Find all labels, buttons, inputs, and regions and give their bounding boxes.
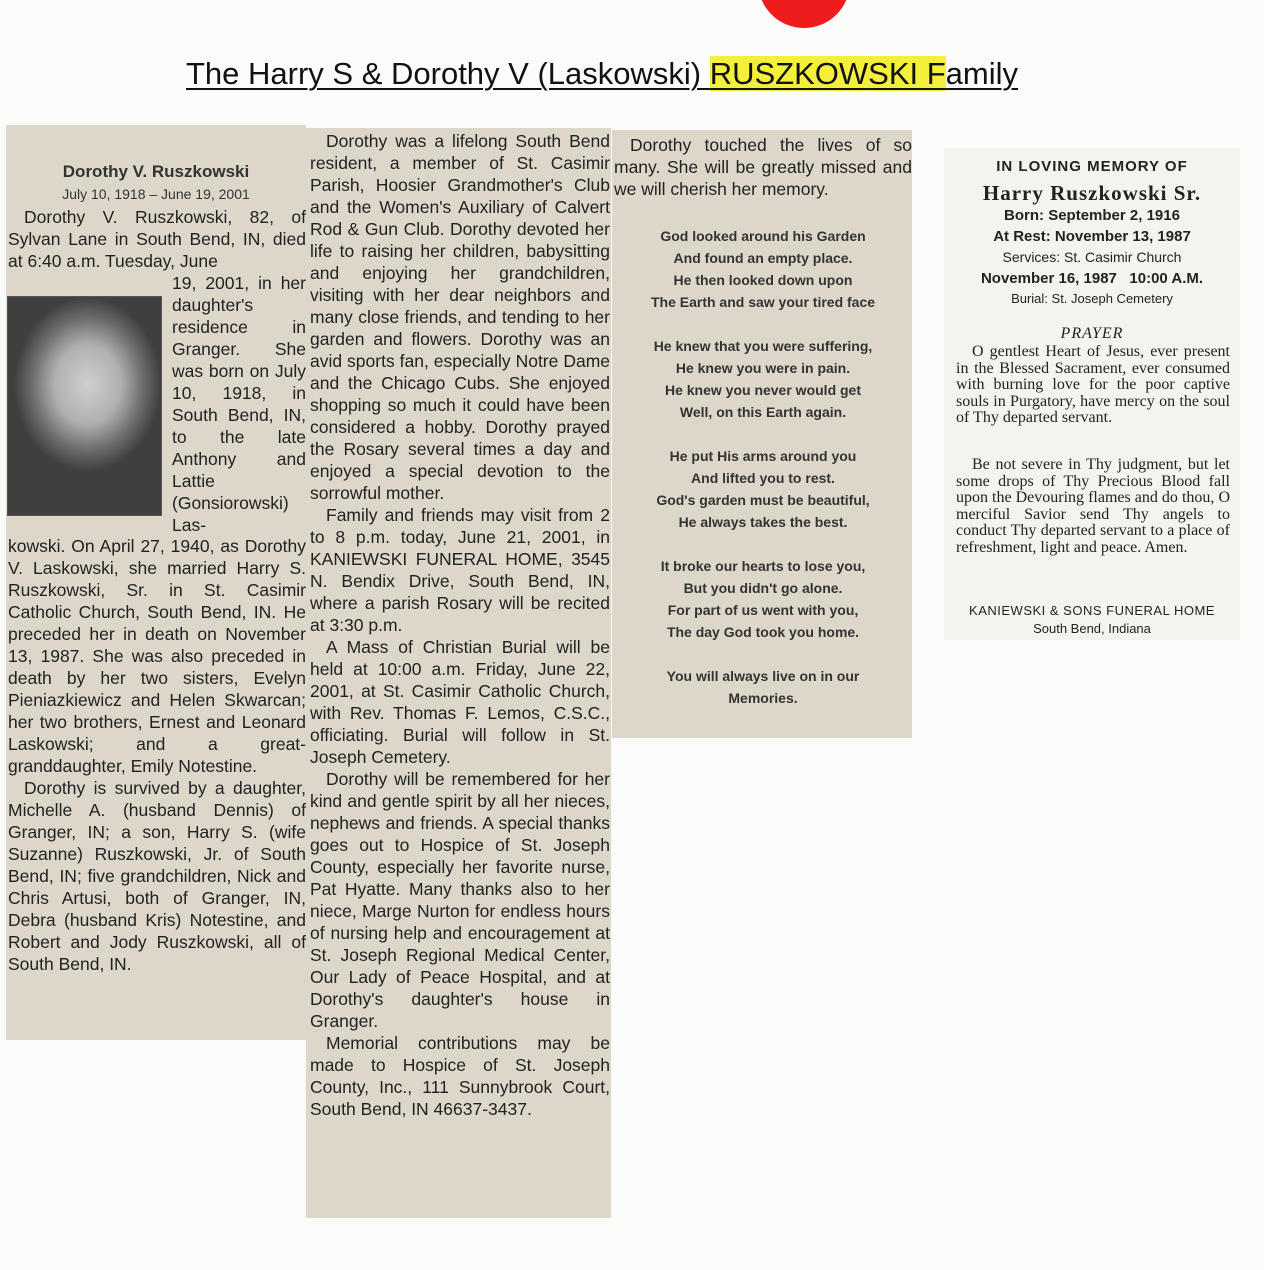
obituary-opening: Dorothy V. Ruszkowski, 82, of Sylvan Lane in South Bend, IN, died at 6:40 a.m. Tuesday, June (8, 207, 306, 271)
obituary-column-1-bottom (8, 535, 306, 975)
poem-line: Well, on this Earth again. (679, 404, 847, 420)
card-name: Harry Ruszkowski Sr. (982, 181, 1202, 205)
poem-line: The Earth and saw your tired face (650, 294, 876, 310)
title-highlight: RUSZKOWSKI F (709, 56, 946, 91)
memorial-paragraph: Memorial contributions may be made to Hospice of St. Joseph County, Inc., 111 Sunnybrook Court, South Bend, IN 46637-3437. (310, 1033, 610, 1119)
card-funeral-home: KANIEWSKI & SONS FUNERAL HOME (969, 603, 1215, 618)
poem-stanza (614, 225, 912, 313)
obituary-name: Dorothy V. Ruszkowski (62, 162, 250, 181)
poem-line: He then looked down upon (673, 272, 853, 288)
portrait-photo (7, 296, 162, 516)
page-title: The Harry S & Dorothy V (Laskowski) RUSZKOWSKI Family (186, 56, 1018, 91)
obituary-column-2 (310, 130, 610, 1120)
poem-line: God looked around his Garden (660, 228, 866, 244)
card-location: South Bend, Indiana (1033, 621, 1151, 636)
obituary-dates: July 10, 1918 – June 19, 2001 (62, 186, 250, 202)
poem-stanza (614, 555, 912, 643)
card-heading: IN LOVING MEMORY OF (996, 158, 1188, 175)
card-at-rest: At Rest: November 13, 1987 (993, 228, 1191, 245)
card-prayer-1: O gentlest Heart of Jesus, ever present in the Blessed Sacrament, ever consumed with burning love for the poor captive souls in Purgatory, have mercy on the soul of Thy departed servant. (956, 343, 1230, 426)
card-prayer-2: Be not severe in Thy judgment, but let some drops of Thy Precious Blood fall upon the Devouring flames and do thou, O merciful Savior send Thy angels to conduct Thy departed servant to a place of refreshment, light and peace. Amen. (956, 456, 1230, 556)
poem-stanza (614, 335, 912, 423)
poem-line: The day God took you home. (666, 624, 860, 640)
biography-paragraph: Dorothy was a lifelong South Bend resident, a member of St. Casimir Parish, Hoosier Grandmother's Club and the Women's Auxiliary of Calvert Rod & Gun Club. Dorothy devoted her life to raising her children, babysitting and enjoying her grandchildren, visiting with her dear neighbors and many close friends, and tending to her garden and flowers. Dorothy was an avid sports fan, especially Notre Dame and the Chicago Cubs. She enjoyed shopping so much it could have been considered a hobby. Dorothy prayed the Rosary several times a day and enjoyed a special devotion to the sorrowful mother. (310, 131, 610, 503)
card-services: Services: St. Casimir Church (1002, 249, 1182, 265)
card-service-time: November 16, 1987 10:00 A.M. (980, 270, 1204, 287)
red-sticker (758, 0, 850, 28)
poem-line: But you didn't go alone. (683, 580, 843, 596)
marriage-paragraph: kowski. On April 27, 1940, as Dorothy V. Laskowski, she married Harry S. Ruszkowski, Sr. in St. Casimir Catholic Church, South Bend, IN. He preceded her in death on November 13, 1987. She was also preceded in death by her two sisters, Evelyn Pieniazkiewicz and Helen Skwarcan; her two brothers, Ernest and Leonard Laskowski; and a great-granddaughter, Emily Notestine. (8, 536, 306, 776)
poem-line: You will always live on in our (666, 668, 860, 684)
mass-paragraph: A Mass of Christian Burial will be held at 10:00 a.m. Friday, June 22, 2001, at St. Casimir Catholic Church, with Rev. Thomas F. Lemos, C.S.C., officiating. Burial will follow in St. Joseph Cemetery. (310, 637, 610, 767)
visitation-paragraph: Family and friends may visit from 2 to 8 p.m. today, June 21, 2001, in KANIEWSKI FUNERAL HOME, 3545 N. Bendix Drive, South Bend, IN, where a parish Rosary will be recited at 3:30 p.m. (310, 505, 610, 635)
poem-line: He knew you never would get (664, 382, 862, 398)
poem-line: He put His arms around you (669, 448, 857, 464)
poem (614, 225, 912, 731)
poem-intro: Dorothy touched the lives of so many. She will be greatly missed and we will cherish her memory. (614, 135, 912, 199)
poem-stanza (614, 445, 912, 533)
poem-line: It broke our hearts to lose you, (660, 558, 866, 574)
poem-line: And found an empty place. (673, 250, 853, 266)
poem-line: Memories. (728, 690, 798, 706)
poem-line: For part of us went with you, (667, 602, 859, 618)
poem-line: He knew that you were suffering, (653, 338, 873, 354)
poem-line: God's garden must be beautiful, (656, 492, 870, 508)
obituary-side-text: 19, 2001, in her daughter's residence in Granger. She was born on July 10, 1918, in South Bend, IN, to the late Anthony and Lattie (Gonsiorowski) Las- (172, 273, 306, 535)
card-prayer-title: PRAYER (1060, 325, 1124, 342)
poem-line: He knew you were in pain. (675, 360, 851, 376)
card-born: Born: September 2, 1916 (1004, 207, 1180, 224)
poem-stanza (614, 665, 912, 709)
poem-line: He always takes the best. (678, 514, 848, 530)
card-burial: Burial: St. Joseph Cemetery (1011, 291, 1173, 306)
survivors-paragraph: Dorothy is survived by a daughter, Michelle A. (husband Dennis) of Granger, IN; a son, Harry S. (wife Suzanne) Ruszkowski, Jr. of South Bend, IN; five grandchildren, Nick and Chris Artusi, both of Granger, IN, Debra (husband Kris) Notestine, and Robert and Jody Ruszkowski, all of South Bend, IN. (8, 778, 306, 974)
remembrance-paragraph: Dorothy will be remembered for her kind and gentle spirit by all her nieces, nephews and friends. A special thanks goes out to Hospice of St. Joseph County, especially her favorite nurse, Pat Hyatte. Many thanks also to her niece, Marge Nurton for endless hours of nursing help and encouragement at St. Joseph Regional Medical Center, Our Lady of Peace Hospital, and at Dorothy's daughter's house in Granger. (310, 769, 610, 1031)
poem-line: And lifted you to rest. (691, 470, 835, 486)
